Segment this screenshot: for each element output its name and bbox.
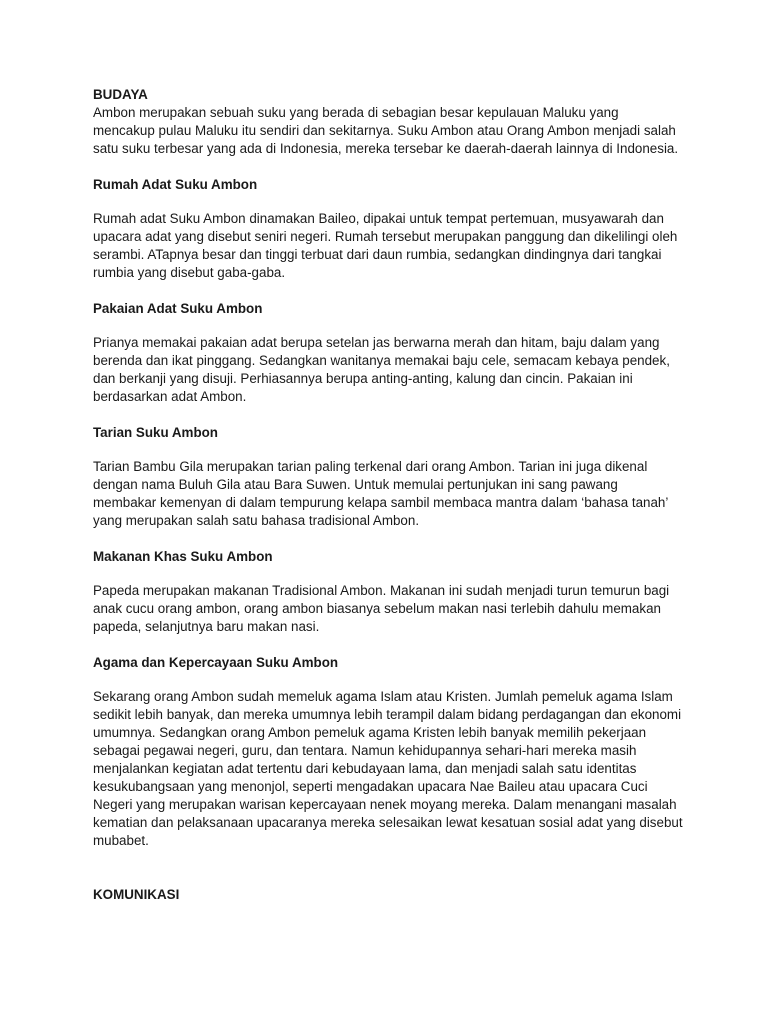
closing-heading-komunikasi: KOMUNIKASI — [93, 887, 180, 902]
document-title: BUDAYA — [93, 87, 148, 102]
section-heading-pakaian-adat: Pakaian Adat Suku Ambon — [93, 301, 263, 316]
section-heading-agama: Agama dan Kepercayaan Suku Ambon — [93, 655, 339, 670]
section-body-pakaian-adat: Prianya memakai pakaian adat berupa setelan jas berwarna merah dan hitam, baju dalam yang berenda dan ikat pinggang. Sedangkan wanitanya memakai baju cele, semacam kebaya pendek, dan berkanji yang disuji. Perhiasannya berupa anting-anting, kalung dan cincin. Pakaian ini berdasarkan adat Ambon. — [93, 335, 670, 404]
section-body-agama: Sekarang orang Ambon sudah memeluk agama Islam atau Kristen. Jumlah pemeluk agama Islam sedikit lebih banyak, dan mereka umumnya lebih terampil dalam bidang perdagangan dan ekonomi umumnya. Sedangkan orang Ambon pemeluk agama Kristen lebih banyak memilih pekerjaan sebagai pegawai negeri, guru, dan tentara. Namun kehidupannya sehari-hari mereka masih menjalankan kegiatan adat tertentu dari kebudayaan lama, dan menjadi salah satu identitas kesukubangsaan yang menonjol, seperti mengadakan upacara Nae Baileu atau upacara Cuci Negeri yang merupakan warisan kepercayaan nenek moyang mereka. Dalam menangani masalah kematian dan pelaksanaan upacaranya mereka selesaikan lewat kesatuan sosial adat yang disebut mubabet. — [93, 689, 683, 848]
section-heading-rumah-adat: Rumah Adat Suku Ambon — [93, 177, 258, 192]
document-body — [93, 86, 683, 904]
section-body-rumah-adat: Rumah adat Suku Ambon dinamakan Baileo, dipakai untuk tempat pertemuan, musyawarah dan upacara adat yang disebut seniri negeri. Rumah tersebut merupakan panggung dan dikelilingi oleh serambi. ATapnya besar dan tinggi terbuat dari daun rumbia, sedangkan dindingnya dari tangkai rumbia yang disebut gaba-gaba. — [93, 211, 678, 280]
section-heading-tarian: Tarian Suku Ambon — [93, 425, 218, 440]
section-body-tarian: Tarian Bambu Gila merupakan tarian paling terkenal dari orang Ambon. Tarian ini juga dikenal dengan nama Buluh Gila atau Bara Suwen. Untuk memulai pertunjukan ini sang pawang membakar kemenyan di dalam tempurung kelapa sambil membaca mantra dalam ‘bahasa tanah’ yang merupakan salah satu bahasa tradisional Ambon. — [93, 459, 668, 528]
section-heading-makanan: Makanan Khas Suku Ambon — [93, 549, 273, 564]
section-body-makanan: Papeda merupakan makanan Tradisional Ambon. Makanan ini sudah menjadi turun temurun bagi anak cucu orang ambon, orang ambon biasanya sebelum makan nasi terlebih dahulu memakan papeda, selanjutnya baru makan nasi. — [93, 583, 670, 634]
intro-paragraph: Ambon merupakan sebuah suku yang berada di sebagian besar kepulauan Maluku yang mencakup pulau Maluku itu sendiri dan sekitarnya. Suku Ambon atau Orang Ambon menjadi salah satu suku terbesar yang ada di Indonesia, mereka tersebar ke daerah-daerah lainnya di Indonesia. — [93, 105, 679, 156]
